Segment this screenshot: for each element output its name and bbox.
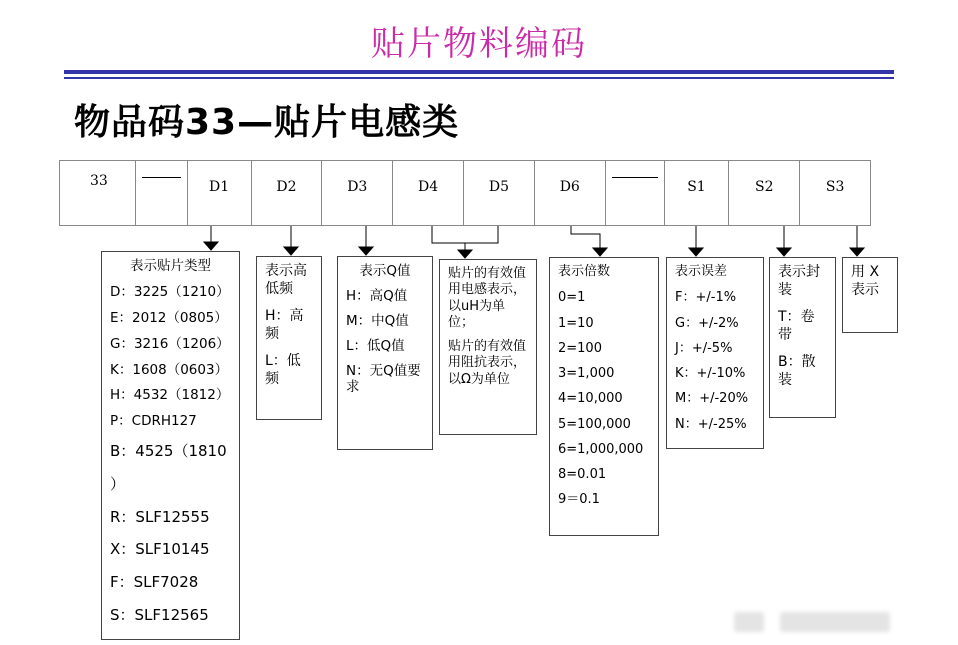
list-item: 3=1,000 xyxy=(558,366,615,381)
list-item: R：SLF12555 xyxy=(110,507,210,526)
code-label: S1 xyxy=(687,179,706,195)
code-label: D2 xyxy=(276,179,297,195)
code-label: D4 xyxy=(418,179,439,195)
list-item: 0=1 xyxy=(558,290,586,306)
code-label: D3 xyxy=(347,179,368,195)
box-package xyxy=(769,257,836,418)
box-multiplier xyxy=(549,257,659,536)
list-item: F：+/-1% xyxy=(675,290,737,306)
list-item: H：高频 xyxy=(265,308,304,342)
box-effective-value xyxy=(439,259,537,435)
list-item: H：高Q值 xyxy=(346,287,408,304)
box-type xyxy=(101,251,240,640)
list-item: K：+/-10% xyxy=(675,366,746,381)
box-x xyxy=(842,257,898,333)
box-tolerance xyxy=(666,257,764,449)
page-heading: 物品码33—贴片电感类 xyxy=(74,102,460,143)
list-item: ） xyxy=(110,474,126,493)
list-item: G：+/-2% xyxy=(675,315,739,331)
list-item: L：低Q值 xyxy=(346,337,405,354)
list-item: 9＝0.1 xyxy=(558,492,600,508)
bracket-d4-d5 xyxy=(432,226,498,243)
list-item: 5=100,000 xyxy=(558,416,631,432)
box-package-title: 表示封装 xyxy=(778,264,820,298)
list-item: N：无Q值要求 xyxy=(346,362,421,396)
list-item: D：3225（1210） xyxy=(110,283,230,300)
watermark-blur xyxy=(734,612,764,632)
box-frequency-title: 表示高低频 xyxy=(265,263,307,297)
box-tolerance-title: 表示误差 xyxy=(675,264,728,279)
box-multiplier-title: 表示倍数 xyxy=(558,264,611,279)
box-q-value xyxy=(337,256,433,450)
list-item: B：4525（1810 xyxy=(110,442,227,461)
code-prefix: 33 xyxy=(90,173,108,189)
list-item: G：3216（1206） xyxy=(110,335,230,352)
list-item: M：+/-20% xyxy=(675,391,749,407)
list-item: 2=100 xyxy=(558,340,602,356)
code-label: D6 xyxy=(559,179,580,195)
list-item: T：卷带 xyxy=(778,309,815,343)
list-item: 1=10 xyxy=(558,315,594,331)
list-item: 4=10,000 xyxy=(558,391,623,407)
box-type-title: 表示贴片类型 xyxy=(130,258,211,274)
list-item: L：低频 xyxy=(265,353,301,387)
box-frequency xyxy=(256,256,322,420)
list-item: S：SLF12565 xyxy=(110,605,209,624)
list-item: J：+/-5% xyxy=(675,340,733,356)
box-x-title: 用 X 表示 xyxy=(851,264,880,298)
list-item: H：4532（1812） xyxy=(110,387,230,404)
code-label: D5 xyxy=(488,179,509,195)
list-item: E：2012（0805） xyxy=(110,309,228,326)
code-label: S3 xyxy=(825,179,845,195)
slide-title: 贴片物料编码 xyxy=(371,24,587,64)
list-item: 8=0.01 xyxy=(558,467,607,482)
code-label: S2 xyxy=(755,179,774,195)
list-item: F：SLF7028 xyxy=(110,573,199,592)
watermark-blur xyxy=(780,612,890,632)
list-item: N：+/-25% xyxy=(675,416,747,432)
value-paragraph-impedance: 贴片的有效值用阻抗表示，以Ω为单位 xyxy=(448,339,527,387)
list-item: M：中Q值 xyxy=(346,312,409,329)
code-label: D1 xyxy=(209,179,230,195)
list-item: P：CDRH127 xyxy=(110,413,197,430)
box-q-title: 表示Q值 xyxy=(359,263,411,279)
value-paragraph-inductance: 贴片的有效值用电感表示，以uH为单位； xyxy=(448,266,527,330)
list-item: X：SLF10145 xyxy=(110,540,210,559)
list-item: 6=1,000,000 xyxy=(558,441,644,457)
list-item: K：1608（0603） xyxy=(110,361,229,378)
list-item: B：散装 xyxy=(778,354,816,388)
